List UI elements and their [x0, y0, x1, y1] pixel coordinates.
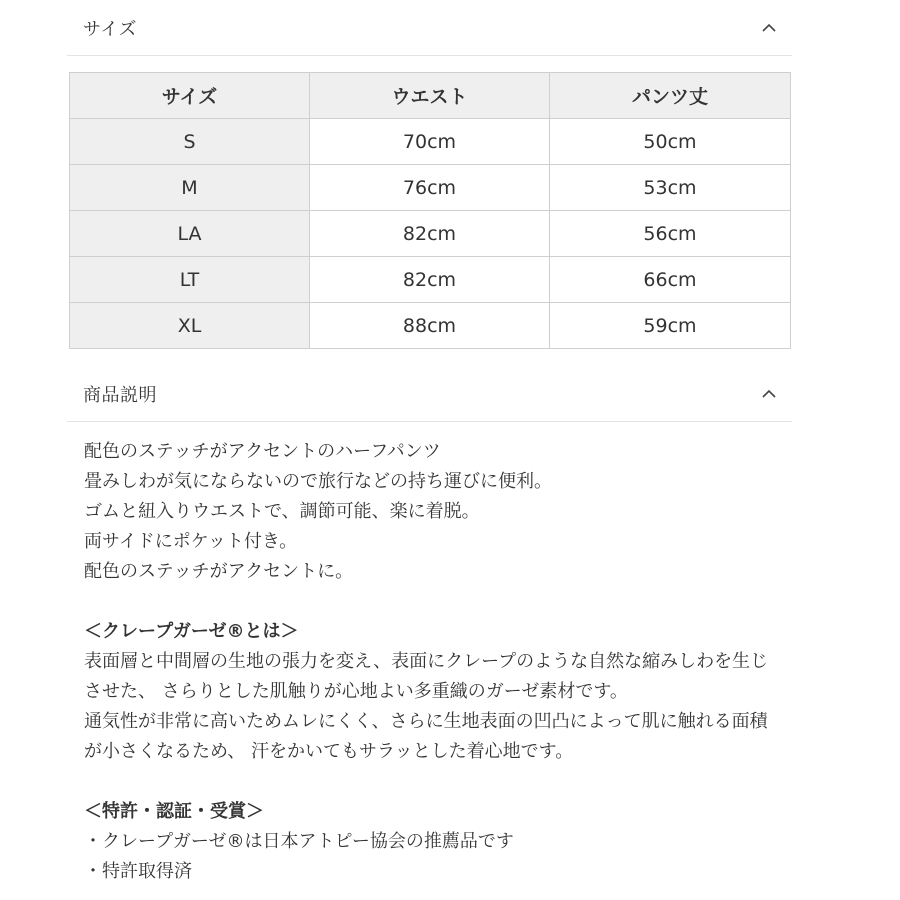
size-cell: M [70, 165, 310, 211]
waist-cell: 88cm [310, 303, 550, 349]
table-header-row [70, 73, 791, 119]
waist-cell: 82cm [310, 211, 550, 257]
table-row [70, 211, 791, 257]
size-cell: XL [70, 303, 310, 349]
table-row [70, 165, 791, 211]
table-row [70, 119, 791, 165]
description-line: 両サイドにポケット付き。 [84, 531, 298, 552]
spacer [84, 767, 804, 797]
length-cell: 56cm [550, 211, 791, 257]
spacer [84, 587, 804, 617]
crepe-description-line: 通気性が非常に高いためムレにくく、さらに生地表面の凹凸によって肌に触れる面積 [84, 711, 768, 732]
size-section-header[interactable] [67, 0, 792, 56]
length-cell: 59cm [550, 303, 791, 349]
column-header-length: パンツ丈 [550, 73, 791, 119]
size-cell: LT [70, 257, 310, 303]
description-line: 畳みしわが気にならないので旅行などの持ち運びに便利。 [84, 471, 552, 492]
description-line: 配色のステッチがアクセントに。 [84, 561, 354, 582]
waist-cell: 82cm [310, 257, 550, 303]
size-cell: LA [70, 211, 310, 257]
waist-cell: 70cm [310, 119, 550, 165]
length-cell: 50cm [550, 119, 791, 165]
product-description [84, 437, 804, 887]
table-row [70, 257, 791, 303]
crepe-description-line: させた、 さらりとした肌触りが心地よい多重織のガーゼ素材です。 [84, 681, 628, 702]
crepe-description-line: 表面層と中間層の生地の張力を変え、表面にクレープのような自然な縮みしわを生じ [84, 651, 769, 672]
column-header-waist: ウエスト [310, 73, 550, 119]
length-cell: 66cm [550, 257, 791, 303]
size-section-title: サイズ [83, 18, 138, 40]
length-cell: 53cm [550, 165, 791, 211]
crepe-description-line: が小さくなるため、 汗をかいてもサラッとした着心地です。 [84, 741, 574, 762]
description-line: 配色のステッチがアクセントのハーフパンツ [84, 441, 441, 462]
waist-cell: 76cm [310, 165, 550, 211]
patent-heading: ＜特許・認証・受賞＞ [84, 801, 264, 822]
crepe-gauze-heading: ＜クレープガーゼ®とは＞ [84, 621, 299, 642]
description-section-header[interactable] [67, 366, 792, 422]
chevron-up-icon[interactable] [758, 383, 780, 405]
chevron-up-icon[interactable] [758, 17, 780, 39]
size-table [69, 72, 791, 349]
description-line: ゴムと紐入りウエストで、調節可能、楽に着脱。 [84, 501, 480, 522]
column-header-size: サイズ [70, 73, 310, 119]
patent-line: ・特許取得済 [84, 861, 192, 882]
table-row [70, 303, 791, 349]
description-section-title: 商品説明 [83, 384, 157, 406]
patent-line: ・クレープガーゼ®は日本アトピー協会の推薦品です [84, 831, 514, 852]
size-cell: S [70, 119, 310, 165]
